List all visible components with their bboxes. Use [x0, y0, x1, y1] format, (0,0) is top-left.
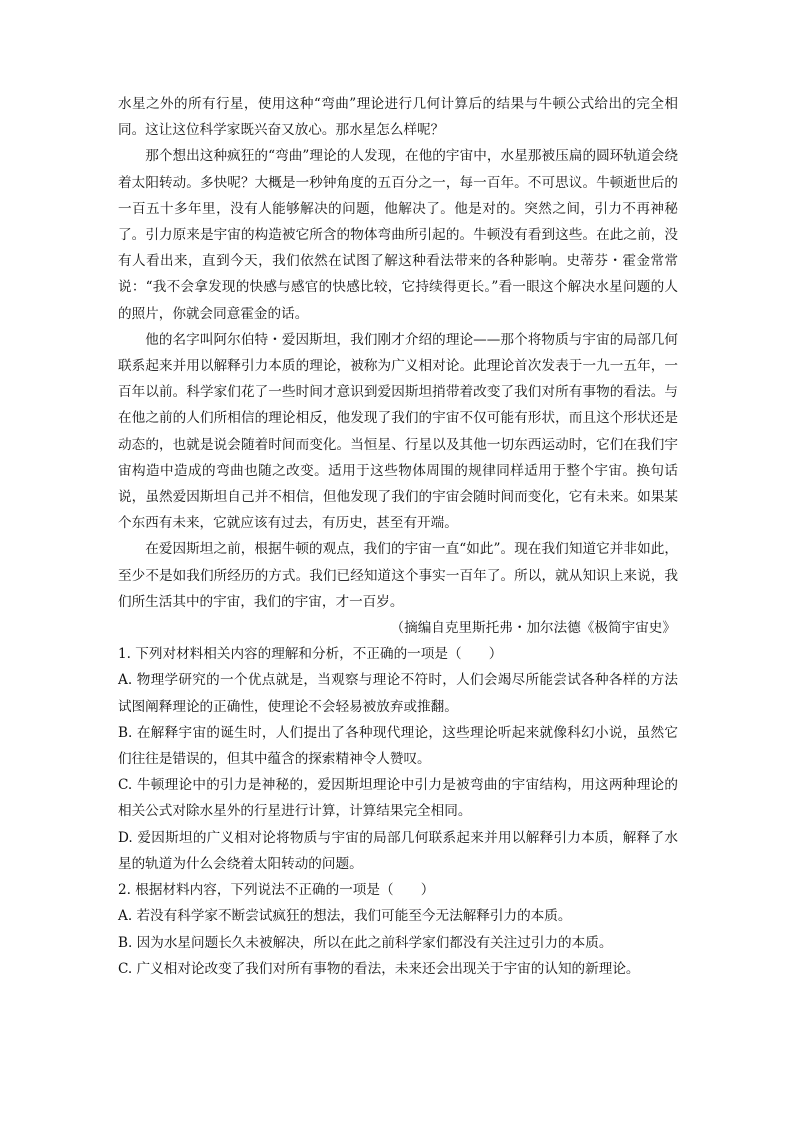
question-2-stem: 2. 根据材料内容，下列说法不正确的一项是（ ）	[118, 882, 435, 899]
article-paragraph-4: 在爱因斯坦之前，根据牛顿的观点，我们的宇宙一直“如此”。现在我们知道它并非如此，至少不是如我们所经历的方式。我们已经知道这个事实一百年了。所以，就从知识上来说，我们所生活其中的宇宙，我们的宇宙，才一百岁。	[118, 541, 678, 610]
question-2-option-b: B. 因为水星问题长久未被解决，所以在此之前科学家们都没有关注过引力的本质。	[118, 934, 613, 951]
question-2-option-a: A. 若没有科学家不断尝试疯狂的想法，我们可能至今无法解释引力的本质。	[118, 908, 572, 925]
article-paragraph-1: 水星之外的所有行星，使用这种“弯曲”理论进行几何计算后的结果与牛顿公式给出的完全相同。这让这位科学家既兴奋又放心。那水星怎么样呢？	[118, 96, 678, 139]
question-1-option-b: B. 在解释宇宙的诞生时，人们提出了各种现代理论，这些理论听起来就像科幻小说，虽然它们往往是错误的，但其中蕴含的探索精神令人赞叹。	[118, 724, 678, 768]
question-1-option-d: D. 爱因斯坦的广义相对论将物质与宇宙的局部几何联系起来并用以解释引力本质，解释了水星的轨道为什么会绕着太阳转动的问题。	[118, 829, 678, 872]
article-source: （摘编自克里斯托弗・加尔法德《极简宇宙史》	[390, 620, 676, 637]
question-2-option-c: C. 广义相对论改变了我们对所有事物的看法，未来还会出现关于宇宙的认知的新理论。	[118, 960, 640, 977]
document-page	[118, 91, 678, 982]
question-list	[118, 641, 678, 982]
question-1-option-a: A. 物理学研究的一个优点就是，当观察与理论不符时，人们会竭尽所能尝试各种各样的方法试图阐释理论的正确性，使理论不会轻易被放弃或推翻。	[118, 672, 678, 715]
question-1-stem: 1. 下列对材料相关内容的理解和分析，不正确的一项是（ ）	[118, 646, 503, 663]
article-paragraph-2: 那个想出这种疯狂的“弯曲”理论的人发现，在他的宇宙中，水星那被压扁的圆环轨道会绕着太阳转动。多快呢？大概是一秒钟角度的五百分之一，每一百年。不可思议。牛顿逝世后的一百五十多年里，没有人能够解决的问题，他解决了。他是对的。突然之间，引力不再神秘了。引力原来是宇宙的构造被它所含的物体弯曲所引起的。牛顿没有看到这些。在此之前，没有人看出来，直到今天，我们依然在试图了解这种看法带来的各种影响。史蒂芬・霍金常常说：“我不会拿发现的快感与感官的快感比较，它持续得更长。”看一眼这个解决水星问题的人的照片，你就会同意霍金的话。	[118, 148, 678, 322]
question-1-option-c: C. 牛顿理论中的引力是神秘的，爱因斯坦理论中引力是被弯曲的宇宙结构，用这两种理论的相关公式对除水星外的行星进行计算，计算结果完全相同。	[118, 777, 678, 820]
article	[118, 91, 678, 641]
article-paragraph-3: 他的名字叫阿尔伯特・爱因斯坦，我们刚才介绍的理论——那个将物质与宇宙的局部几何联系起来并用以解释引力本质的理论，被称为广义相对论。此理论首次发表于一九一五年，一百年以前。科学家们花了一些时间才意识到爱因斯坦捎带着改变了我们对所有事物的看法。与在他之前的人们所相信的理论相反，他发现了我们的宇宙不仅可能有形状，而且这个形状还是动态的，也就是说会随着时间而变化。当恒星、行星以及其他一切东西运动时，它们在我们宇宙构造中造成的弯曲也随之改变。适用于这些物体周围的规律同样适用于整个宇宙。换句话说，虽然爱因斯坦自己并不相信，但他发现了我们的宇宙会随时间而变化，它有未来。如果某个东西有未来，它就应该有过去，有历史，甚至有开端。	[118, 331, 678, 532]
